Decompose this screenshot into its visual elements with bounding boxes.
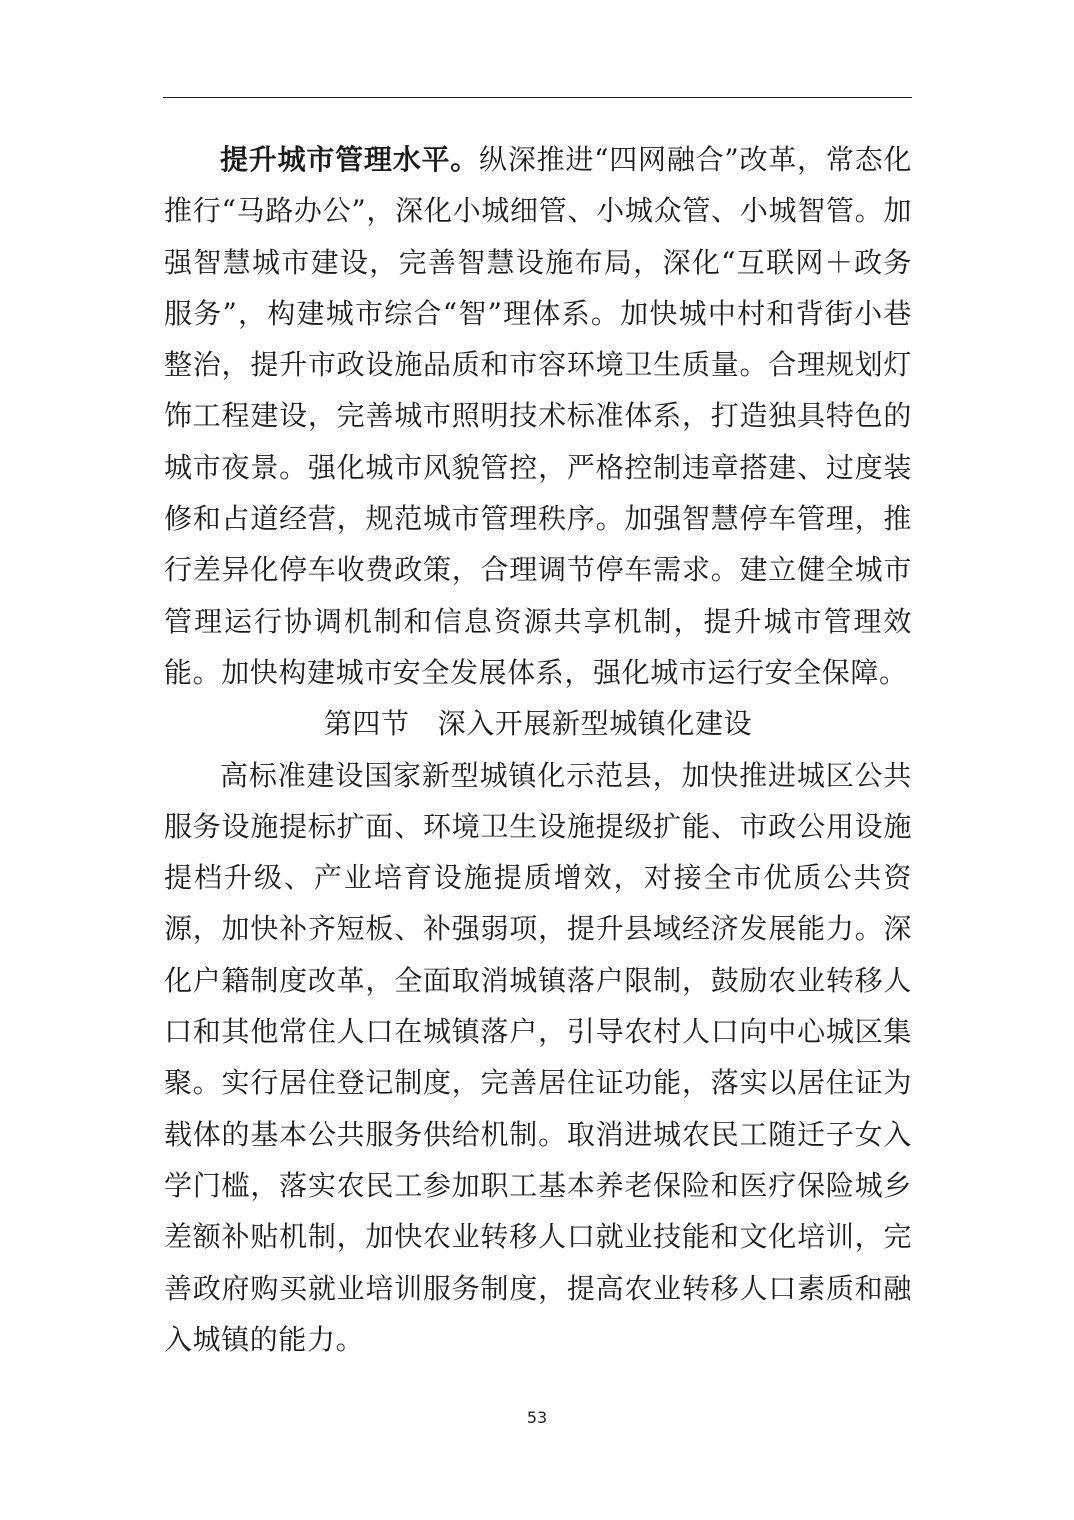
body-content xyxy=(164,134,912,1365)
section-title: 深入开展新型城镇化建设 xyxy=(437,707,753,741)
paragraph-urbanization xyxy=(164,750,912,1366)
paragraph-lead-heading: 提升城市管理水平。 xyxy=(220,143,480,176)
section-number: 第四节 xyxy=(323,707,410,741)
paragraph-body-text: 纵深推进“四网融合”改革，常态化推行“马路办公”，深化小城细管、小城众管、小城智管。加强智慧城市建设，完善智慧设施布局，深化“互联网＋政务服务”，构建城市综合“智”理体系。加快城中村和背街小巷整治，提升市政设施品质和市容环境卫生质量。合理规划灯饰工程建设，完善城市照明技术标准体系，打造独具特色的城市夜景。强化城市风貌管控，严格控制违章搭建、过度装修和占道经营，规范城市管理秩序。加强智慧停车管理，推行差异化停车收费政策，合理调节停车需求。建立健全城市管理运行协调机制和信息资源共享机制，提升城市管理效能。加快构建城市安全发展体系，强化城市运行安全保障。 xyxy=(164,143,913,689)
header-rule xyxy=(163,97,912,98)
section-heading xyxy=(164,698,912,749)
paragraph-body-text: 高标准建设国家新型城镇化示范县，加快推进城区公共服务设施提标扩面、环境卫生设施提级扩能、市政公用设施提档升级、产业培育设施提质增效，对接全市优质公共资源，加快补齐短板、补强弱项，提升县域经济发展能力。深化户籍制度改革，全面取消城镇落户限制，鼓励农业转移人口和其他常住人口在城镇落户，引导农村人口向中心城区集聚。实行居住登记制度，完善居住证功能，落实以居住证为载体的基本公共服务供给机制。取消进城农民工随迁子女入学门槛，落实农民工参加职工基本养老保险和医疗保险城乡差额补贴机制，加快农业转移人口就业技能和文化培训，完善政府购买就业培训服务制度，提高农业转移人口素质和融入城镇的能力。 xyxy=(164,758,912,1356)
page-number: 53 xyxy=(526,1408,548,1427)
paragraph-city-management xyxy=(164,134,912,698)
